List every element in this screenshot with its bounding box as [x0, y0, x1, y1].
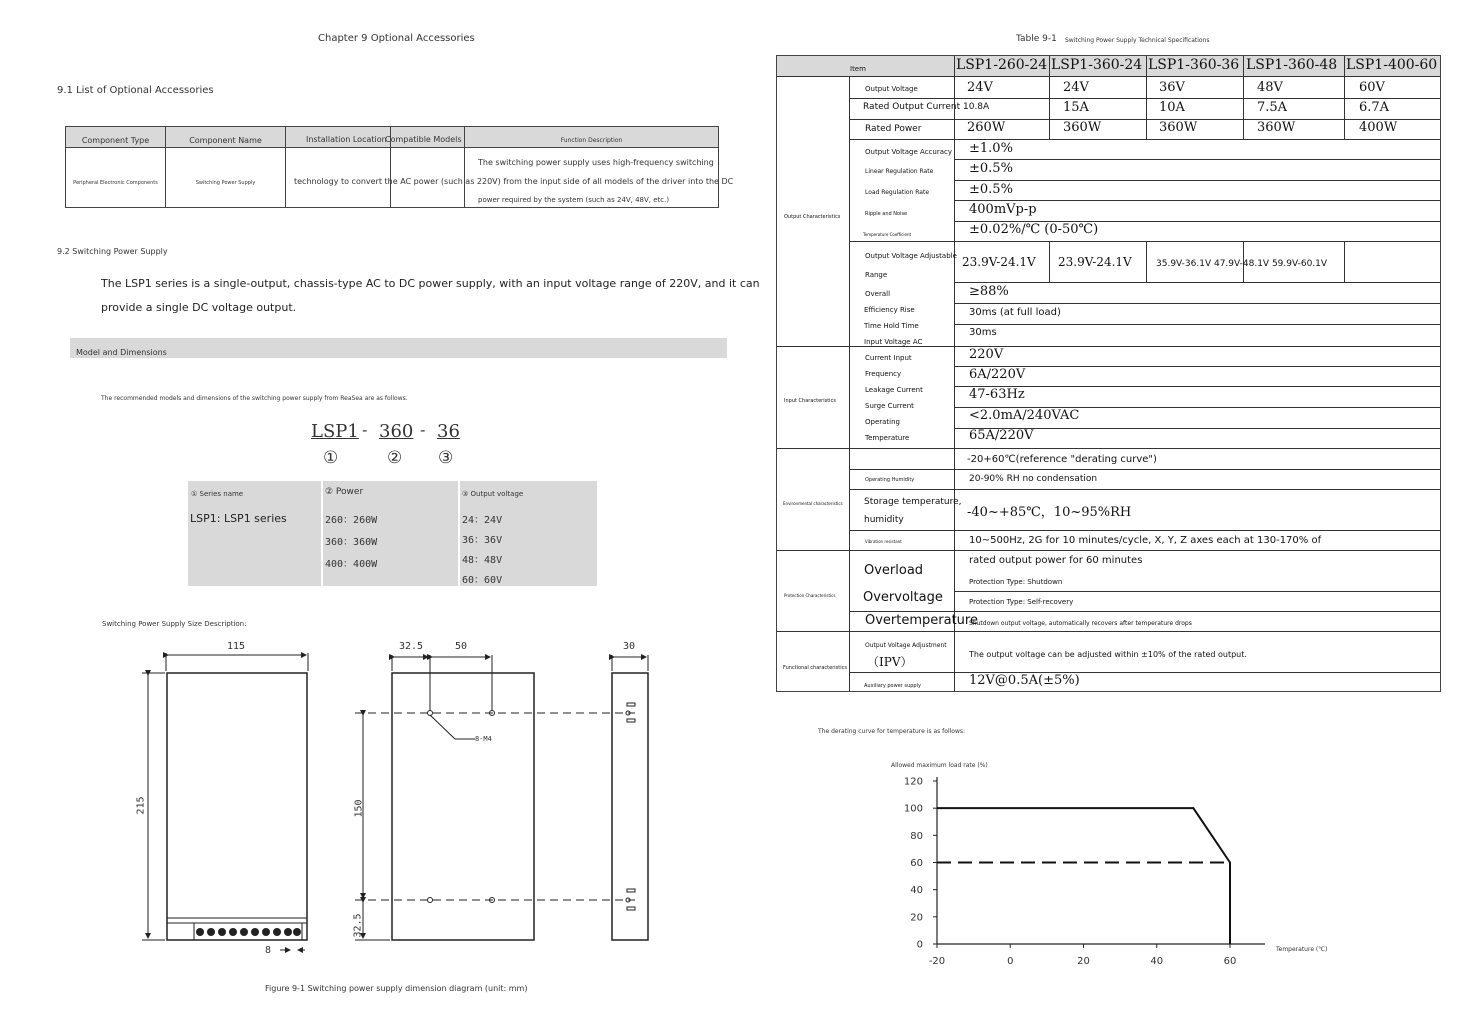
val-temperature: -20+60℃(reference "derating curve") [967, 454, 1157, 465]
col-component-type: Component Type [81, 136, 150, 145]
intro-line-1: The LSP1 series is a single-output, chassis-type AC to DC power supply, with an input voltage range of 220V, and it can [101, 277, 760, 290]
label-rated-power: Rated Power [865, 124, 922, 134]
label-current-input: Current Input [865, 354, 912, 362]
val-input-ac: 220V [969, 347, 1004, 362]
size-description-label: Switching Power Supply Size Description: [102, 620, 247, 628]
header-item: Item [850, 65, 866, 73]
rc-400-60: 6.7A [1359, 100, 1390, 115]
header-lsp1-360-36: LSP1-360-36 [1148, 57, 1240, 73]
label-output-voltage: Output Voltage [865, 85, 918, 93]
cell-function-line-1: The switching power supply uses high-frequency switching [478, 158, 714, 167]
legend-voltage-36: 36：36V [462, 535, 503, 546]
val-ripple: 400mVp-p [969, 202, 1037, 217]
model-code-dash-2: - [420, 420, 426, 439]
dim-150: 150 [353, 799, 365, 818]
dim-32-5-bottom: 32.5 [352, 913, 364, 938]
val-accuracy: ±1.0% [969, 141, 1013, 156]
group-output: Output Characteristics [784, 214, 841, 220]
dim-8: 8 [265, 945, 272, 956]
val-surge: 65A/220V [969, 428, 1034, 443]
legend-series-value: LSP1: LSP1 series [190, 512, 287, 525]
adj-260-24: 23.9V-24.1V [962, 255, 1036, 269]
header-lsp1-260-24: LSP1-260-24 [956, 57, 1048, 73]
ov-360-48: 48V [1257, 80, 1283, 95]
col-component-name: Component Name [189, 136, 262, 145]
model-code-power: 360 [379, 421, 414, 442]
accessories-table [65, 126, 734, 208]
col-installation-location: Installation Location [306, 135, 387, 144]
header-lsp1-400-60: LSP1-400-60 [1346, 57, 1438, 73]
y-tick-label: 0 [916, 939, 923, 951]
label-input-ac: Input Voltage AC [864, 338, 923, 346]
legend-power-400: 400：400W [325, 559, 378, 570]
val-overall: ≥88% [969, 284, 1009, 299]
legend-voltage-title: ③ Output voltage [462, 490, 524, 498]
ov-360-36: 36V [1159, 80, 1185, 95]
dim-32-5-top: 32.5 [399, 641, 424, 652]
label-storage-2: humidity [864, 515, 904, 525]
intro-line-2: provide a single DC voltage output. [101, 301, 297, 314]
val-humidity: 20-90% RH no condensation [969, 474, 1098, 484]
chart-xlabel: Temperature (℃) [1276, 946, 1328, 953]
label-ripple: Ripple and Noise [865, 211, 908, 217]
x-tick-label: 60 [1223, 956, 1237, 967]
label-overall: Overall [865, 290, 891, 298]
label-accuracy: Output Voltage Accuracy [865, 148, 952, 156]
label-adjustment-1: Output Voltage Adjustment [865, 642, 947, 649]
rc-360-48: 7.5A [1257, 100, 1288, 115]
legend-power-360: 360：360W [325, 537, 378, 548]
label-overtemp: Overtemperature [865, 613, 978, 628]
model-banner [70, 338, 727, 358]
front-view [142, 653, 308, 950]
dim-215: 215 [135, 796, 147, 815]
callout-2: ② [387, 448, 403, 468]
cell-component-name: Switching Power Supply [195, 180, 256, 186]
model-code-voltage: 36 [437, 421, 460, 442]
x-tick-label: 40 [1150, 956, 1164, 967]
legend-power-title: ② Power [325, 487, 364, 497]
cell-function-line-3: power required by the system (such as 24V, 48V, etc.) [478, 196, 670, 204]
callout-1: ① [323, 448, 339, 468]
label-hold: Time Hold Time [864, 322, 919, 330]
val-overload-1: rated output power for 60 minutes [969, 555, 1143, 566]
label-adj-range-2: Range [865, 271, 888, 279]
label-temp-coef: Temperature Coefficient [863, 232, 912, 237]
x-tick-label: 0 [1007, 956, 1014, 967]
rp-360-48: 360W [1257, 120, 1296, 135]
rp-260-24: 260W [967, 120, 1006, 135]
section-9-1-heading: 9.1 List of Optional Accessories [57, 85, 214, 96]
model-legend-box [188, 481, 597, 586]
dimension-drawing [130, 635, 670, 965]
legend-voltage-24: 24：24V [462, 515, 503, 526]
cell-function-line-2: technology to convert the AC power (such as 220V) from the input side of all models of the driver into the DC [294, 177, 734, 186]
label-overvoltage: Overvoltage [863, 590, 943, 605]
legend-voltage-48: 48：48V [462, 555, 503, 566]
label-load: Load Regulation Rate [865, 189, 930, 196]
group-environmental: Environmental characteristics [783, 501, 843, 506]
chart-ylabel: Allowed maximum load rate (%) [891, 762, 988, 769]
label-overload: Overload [864, 563, 924, 578]
dim-30: 30 [623, 641, 636, 652]
x-tick-label: 20 [1077, 956, 1090, 967]
val-frequency: 47-63Hz [969, 387, 1025, 402]
val-overvoltage: Protection Type: Self-recovery [969, 598, 1074, 606]
rp-360-24: 360W [1063, 120, 1102, 135]
model-code-dash-1: - [362, 420, 368, 439]
y-tick-label: 120 [903, 776, 923, 788]
rp-400-60: 400W [1359, 120, 1398, 135]
rp-360-36: 360W [1159, 120, 1198, 135]
label-frequency: Frequency [865, 370, 902, 378]
group-protection: Protection Characteristics [784, 593, 836, 598]
y-tick-label: 60 [910, 858, 923, 869]
legend-voltage-60: 60：60V [462, 575, 503, 586]
derating-curve-line [937, 808, 1230, 944]
label-efficiency: Efficiency Rise [864, 306, 915, 314]
label-adj-range-1: Output Voltage Adjustable [865, 252, 957, 260]
callout-3: ③ [438, 448, 454, 468]
spec-table [776, 55, 1441, 692]
chapter-title: Chapter 9 Optional Accessories [318, 33, 475, 44]
x-tick-label: -20 [928, 956, 946, 967]
ov-260-24: 24V [967, 80, 993, 95]
label-aux: Auxiliary power supply [864, 683, 921, 689]
val-storage: -40~+85℃，10~95%RH [967, 505, 1132, 520]
label-humidity: Operating Humidity [865, 477, 915, 483]
adj-360-36-48-60: 35.9V-36.1V 47.9V-48.1V 59.9V-60.1V [1156, 259, 1328, 269]
edge-view [612, 655, 648, 940]
table-title-text: Switching Power Supply Technical Specifications [1065, 37, 1210, 44]
val-efficiency: 30ms (at full load) [969, 307, 1061, 318]
label-adjustment-2: （IPV） [867, 655, 913, 669]
col-compatible-models: Compatible Models [385, 135, 462, 144]
label-vibration: Vibration resistant [865, 539, 902, 544]
dim-8-m4: 8-M4 [475, 735, 492, 743]
section-9-2-heading: 9.2 Switching Power Supply [57, 247, 168, 256]
ov-360-24: 24V [1063, 80, 1089, 95]
val-linear: ±0.5% [969, 161, 1013, 176]
legend-series-title: ① Series name [191, 490, 244, 498]
val-load: ±0.5% [969, 182, 1013, 197]
dim-115: 115 [227, 641, 246, 652]
rc-360-36: 10A [1159, 100, 1185, 115]
side-view [352, 655, 635, 940]
recommended-text: The recommended models and dimensions of the switching power supply from ReaSea are as follows. [101, 395, 408, 402]
terminal-block [196, 928, 301, 936]
derating-chart [880, 770, 1280, 970]
val-hold: 30ms [969, 327, 997, 338]
label-rated-current: Rated Output Current 10.8A [863, 102, 990, 112]
y-tick-label: 100 [903, 803, 923, 815]
legend-power-260: 260：260W [325, 515, 378, 526]
adj-360-24: 23.9V-24.1V [1058, 255, 1132, 269]
y-tick-label: 20 [910, 912, 923, 924]
model-banner-label: Model and Dimensions [76, 348, 167, 357]
label-linear: Linear Regulation Rate [865, 168, 934, 175]
label-storage-1: Storage temperature, [864, 497, 962, 507]
label-operating: Operating [865, 418, 900, 426]
derating-note: The derating curve for temperature is as follows: [818, 728, 965, 735]
rc-360-24: 15A [1063, 100, 1089, 115]
header-lsp1-360-24: LSP1-360-24 [1051, 57, 1143, 73]
dim-50: 50 [455, 641, 468, 652]
label-surge: Surge Current [865, 402, 914, 410]
val-current-input: 6A/220V [969, 367, 1026, 382]
val-vibration: 10~500Hz, 2G for 10 minutes/cycle, X, Y, Z axes each at 130-170% of [969, 535, 1322, 546]
ov-400-60: 60V [1359, 80, 1385, 95]
y-tick-label: 80 [910, 830, 923, 842]
header-lsp1-360-48: LSP1-360-48 [1246, 57, 1338, 73]
label-leakage: Leakage Current [865, 386, 923, 394]
val-adjustment: The output voltage can be adjusted within ±10% of the rated output. [969, 650, 1247, 659]
group-input: Input Characteristics [784, 398, 836, 404]
val-overload-2: Protection Type: Shutdown [969, 578, 1063, 586]
val-aux: 12V@0.5A(±5%) [969, 673, 1080, 688]
table-title-number: Table 9-1 [1016, 34, 1057, 44]
cell-component-type: Peripheral Electronic Components [73, 180, 158, 186]
val-temp-coef: ±0.02%/℃ (0-50℃) [969, 222, 1099, 237]
figure-caption: Figure 9-1 Switching power supply dimension diagram (unit: mm) [265, 984, 528, 993]
val-overtemp: Shutdown output voltage, automatically recovers after temperature drops [969, 620, 1192, 627]
y-tick-label: 40 [910, 885, 923, 897]
val-leakage: <2.0mA/240VAC [969, 408, 1080, 423]
col-function-description: Function Description [560, 137, 623, 144]
label-temperature: Temperature [865, 434, 910, 442]
group-functional: Functional characteristics [783, 665, 847, 671]
model-code-series: LSP1 [311, 421, 359, 442]
